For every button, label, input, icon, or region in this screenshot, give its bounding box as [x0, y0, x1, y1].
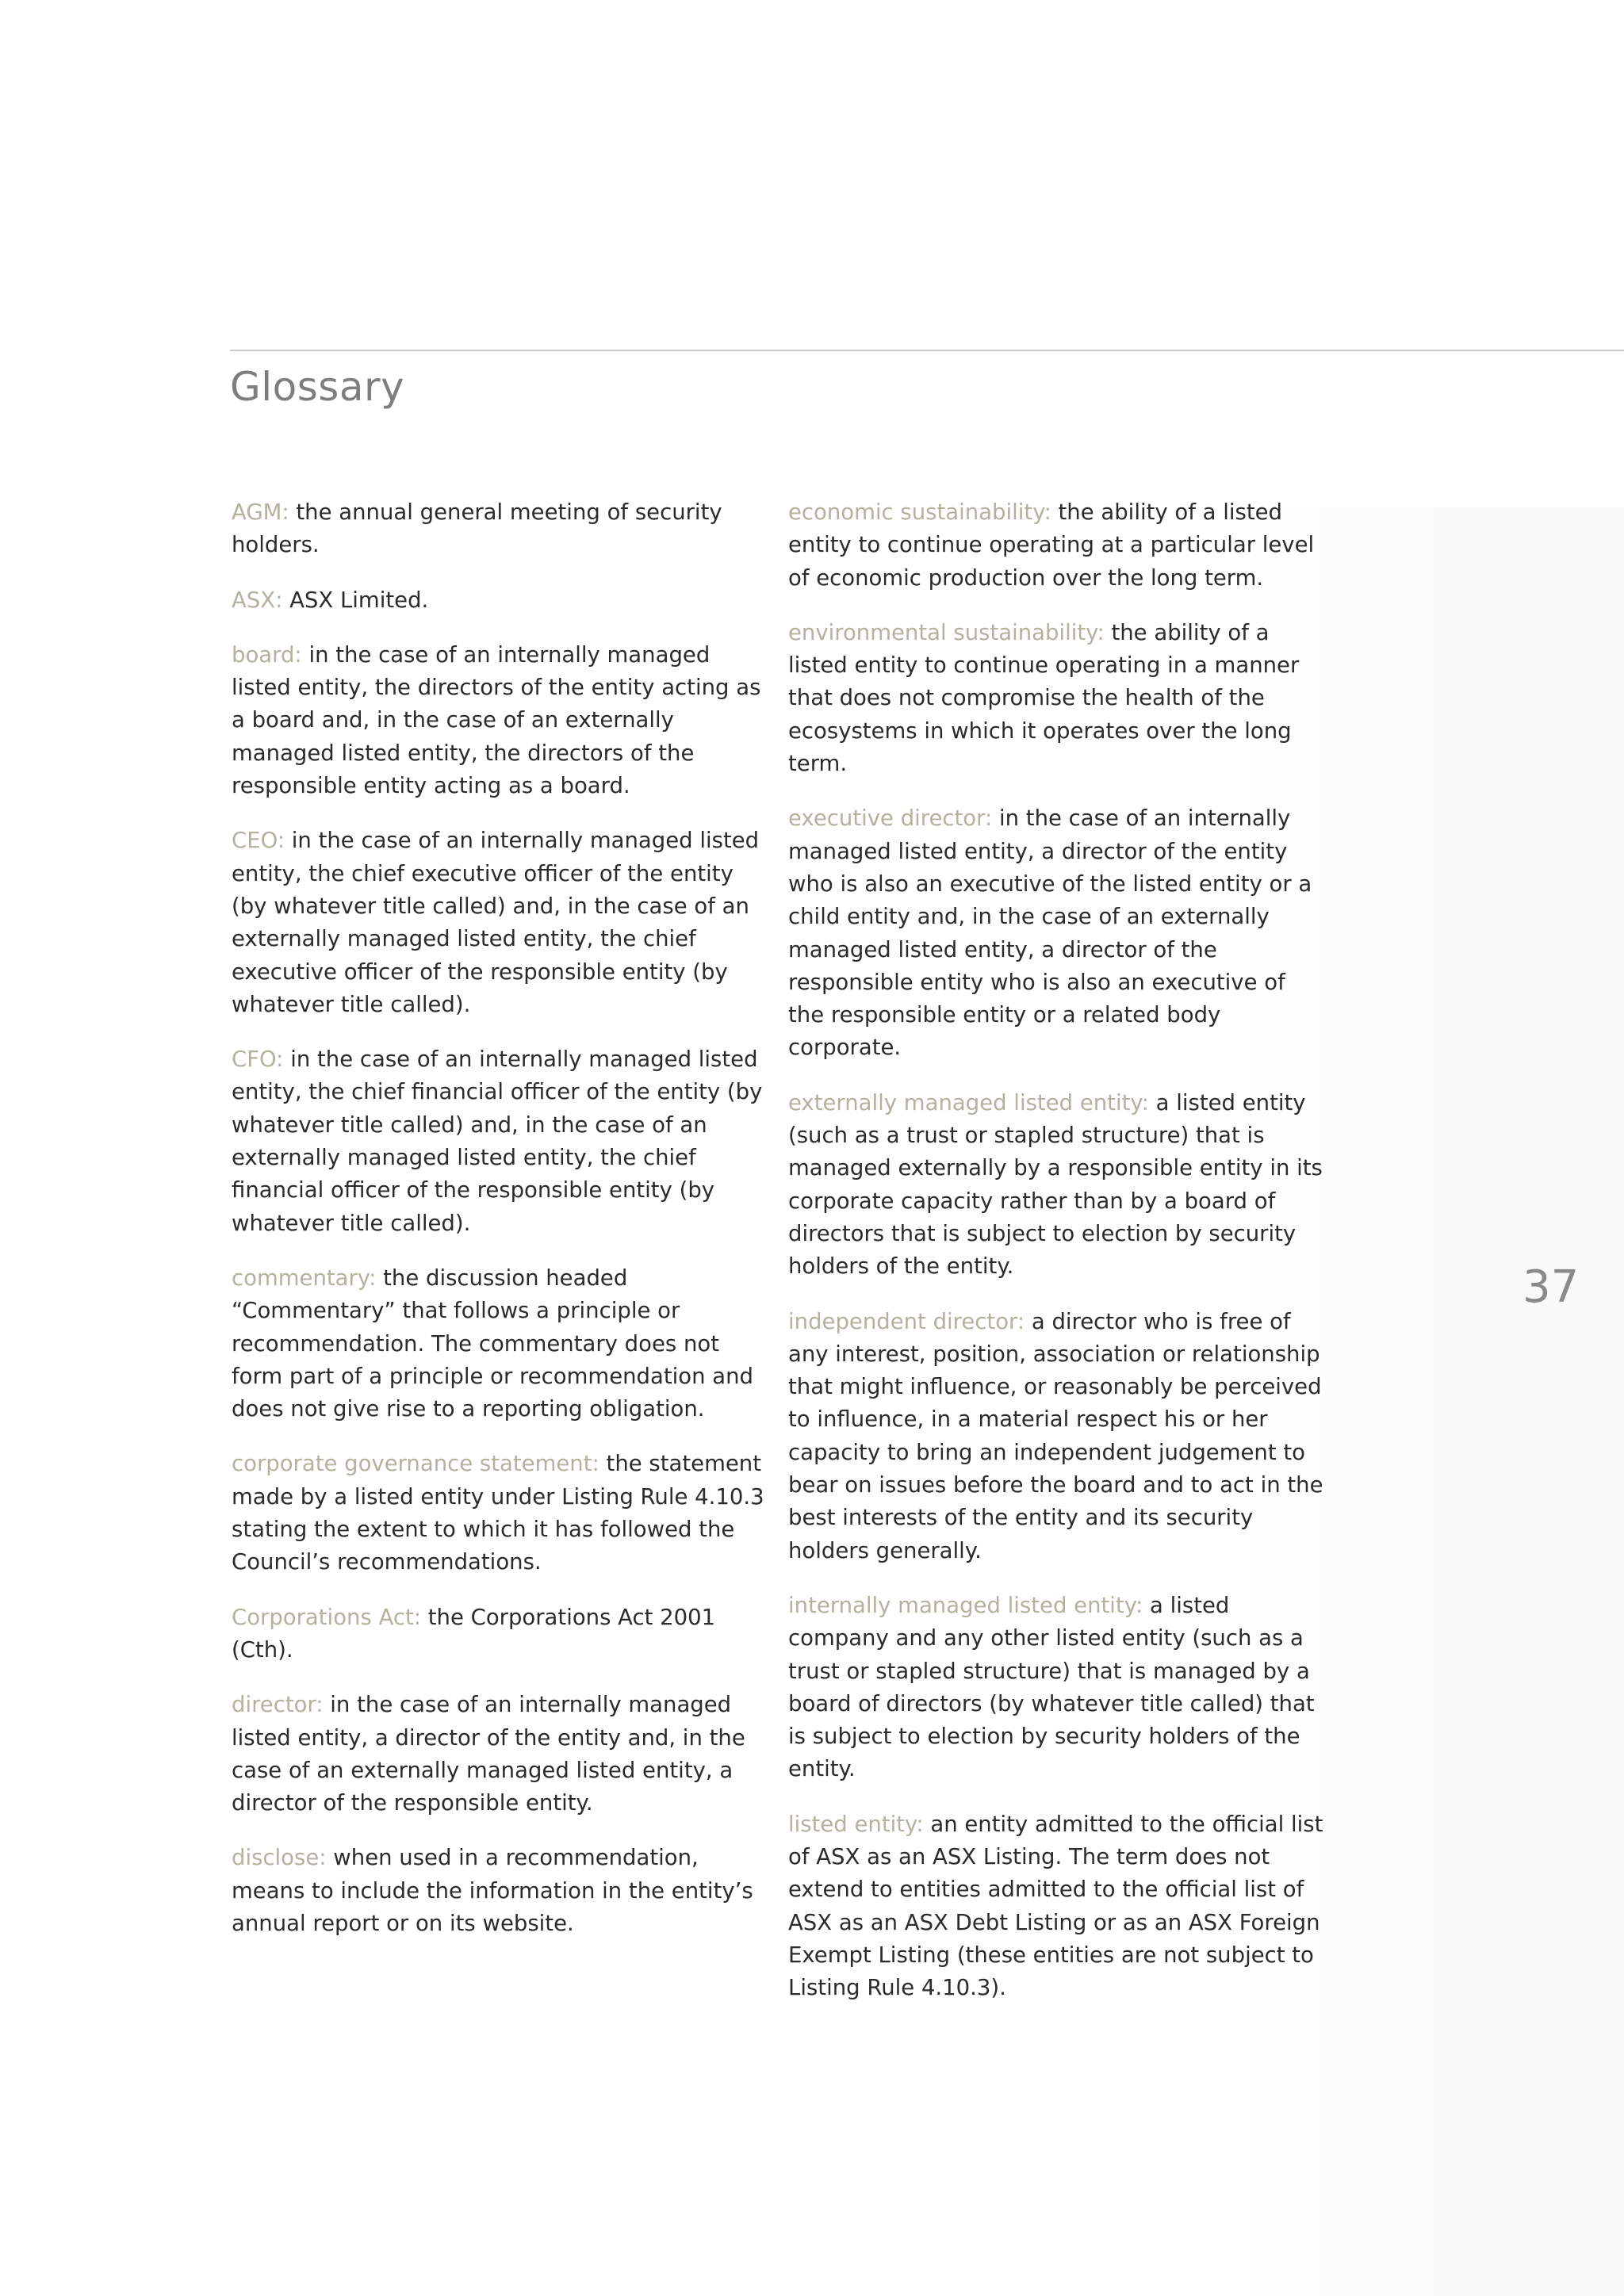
- glossary-entry-externally-managed-listed-entity: [788, 1087, 1327, 1284]
- glossary-definition: in the case of an internally managed listed entity, a director of the entity who is also an executive of the listed entity or a child entity and, in the case of an externally managed listed entity, a director of the responsible entity who is also an executive of the responsible entity or a related body corporate.: [788, 806, 1312, 1061]
- glossary-term: externally managed listed entity:: [788, 1089, 1149, 1115]
- glossary-entry-cfo: [232, 1043, 764, 1240]
- glossary-entry-commentary: [232, 1262, 764, 1425]
- glossary-term: Corporations Act:: [232, 1604, 422, 1630]
- glossary-term: independent director:: [788, 1308, 1025, 1334]
- glossary-definition: the ability of a listed entity to continue operating in a manner that does not compromise the health of the ecosystems in which it operates over the long term.: [788, 619, 1300, 777]
- glossary-term: director:: [232, 1692, 324, 1718]
- glossary-entry-ceo: [232, 825, 764, 1021]
- glossary-term: economic sustainability:: [788, 499, 1051, 525]
- glossary-definition: the discussion headed “Commentary” that follows a principle or recommendation. The commentary does not form part of a principle or recommendation and does not give rise to a reporting obligation.: [232, 1265, 754, 1422]
- glossary-definition: a listed company and any other listed entity (such as a trust or stapled structure) that is managed by a board of directors (by whatever title called) that is subject to election by security holders of the entity.: [788, 1592, 1315, 1782]
- glossary-definition: in the case of an internally managed listed entity, the chief financial officer of the entity (by whatever title called) and, in the case of an externally managed listed entity, the chief financial officer of the responsible entity (by whatever title called).: [232, 1047, 763, 1236]
- glossary-entry-executive-director: [788, 802, 1327, 1064]
- glossary-term: disclose:: [232, 1845, 327, 1871]
- glossary-entry-listed-entity: [788, 1808, 1327, 2005]
- glossary-term: CEO:: [232, 828, 285, 854]
- glossary-definition: in the case of an internally managed listed entity, the directors of the entity acting as a board and, in the case of an externally managed listed entity, the directors of the responsible entity acting as a board.: [232, 641, 761, 799]
- glossary-entry-independent-director: [788, 1306, 1327, 1567]
- glossary-definition: the statement made by a listed entity under Listing Rule 4.10.3 stating the extent to which it has followed the Council’s recommendations.: [232, 1451, 764, 1575]
- header-rule: [230, 350, 1624, 351]
- page-title: Glossary: [230, 364, 405, 410]
- glossary-entry-economic-sustainability: [788, 496, 1327, 595]
- glossary-term: listed entity:: [788, 1811, 924, 1837]
- glossary-definition: in the case of an internally managed listed entity, the chief executive officer of the entity (by whatever title called) and, in the case of an externally managed listed entity, the chief executive officer of the responsible entity (by whatever title called).: [232, 828, 760, 1017]
- glossary-entry-corporate-governance-statement: [232, 1448, 764, 1578]
- glossary-definition: the Corporations Act 2001 (Cth).: [232, 1604, 716, 1663]
- glossary-definition: a listed entity (such as a trust or stapled structure) that is managed externally by a responsible entity in its corporate capacity rather than by a board of directors that is subject to election by security holders of the entity.: [788, 1089, 1323, 1280]
- glossary-term: CFO:: [232, 1047, 284, 1073]
- glossary-definition: the ability of a listed entity to continue operating at a particular level of economic production over the long term.: [788, 499, 1315, 591]
- glossary-definition: when used in a recommendation, means to include the information in the entity’s annual report or on its website.: [232, 1845, 753, 1936]
- glossary-entry-director: [232, 1689, 764, 1820]
- glossary-entry-agm: [232, 496, 764, 562]
- glossary-definition: the annual general meeting of security holders.: [232, 499, 722, 558]
- glossary-definition: an entity admitted to the official list of ASX as an ASX Listing. The term does not extend to entities admitted to the official list of ASX as an ASX Debt Listing or as an ASX Foreign Exempt Listing (these entities are not subject to Listing Rule 4.10.3).: [788, 1811, 1323, 2001]
- glossary-term: corporate governance statement:: [232, 1451, 599, 1477]
- page-number: 37: [1522, 1261, 1580, 1313]
- glossary-term: environmental sustainability:: [788, 619, 1105, 645]
- glossary-term: ASX:: [232, 587, 283, 613]
- glossary-entry-asx: [232, 584, 764, 617]
- glossary-left-column: [232, 496, 764, 1962]
- glossary-term: internally managed listed entity:: [788, 1592, 1143, 1618]
- glossary-definition: in the case of an internally managed listed entity, a director of the entity and, in the case of an externally managed listed entity, a director of the responsible entity.: [232, 1692, 745, 1816]
- glossary-entry-disclose: [232, 1842, 764, 1940]
- glossary-entry-environmental-sustainability: [788, 617, 1327, 780]
- glossary-entry-corporations-act: [232, 1601, 764, 1667]
- glossary-entry-internally-managed-listed-entity: [788, 1590, 1327, 1786]
- glossary-entry-board: [232, 639, 764, 802]
- glossary-definition: ASX Limited.: [289, 587, 429, 613]
- glossary-right-column: [788, 496, 1327, 2026]
- glossary-term: executive director:: [788, 806, 993, 832]
- glossary-term: board:: [232, 641, 302, 668]
- glossary-term: AGM:: [232, 499, 289, 525]
- glossary-term: commentary:: [232, 1265, 377, 1291]
- glossary-definition: a director who is free of any interest, position, association or relationship that might influence, or reasonably be perceived to influence, in a material respect his or her capacity to bring an independent judgement to bear on issues before the board and to act in the best interests of the entity and its security holders generally.: [788, 1308, 1323, 1563]
